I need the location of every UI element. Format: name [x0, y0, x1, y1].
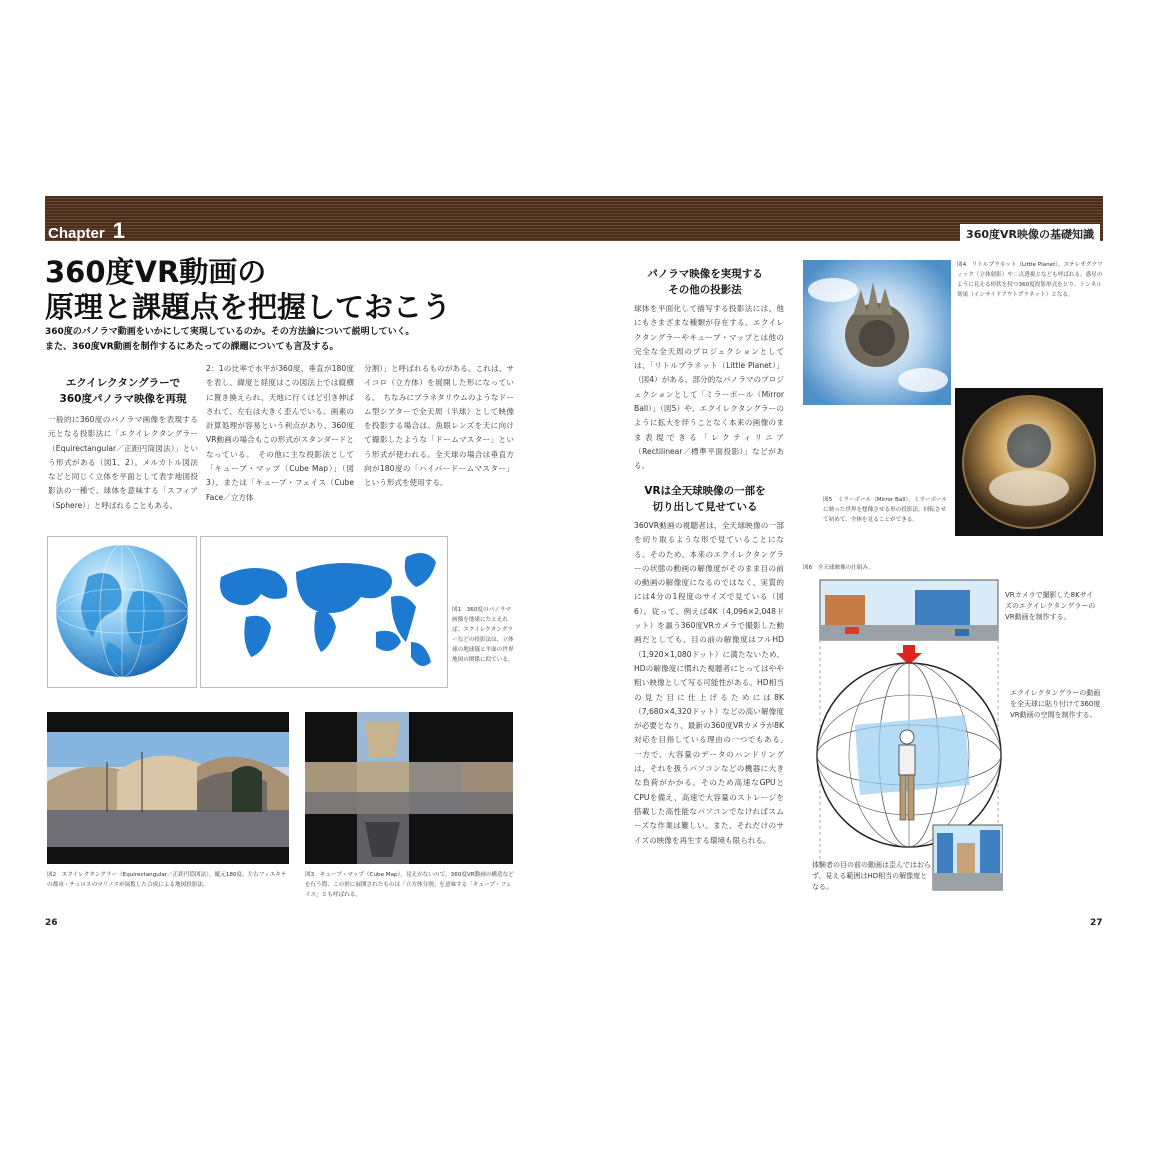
figure-equirectangular-photo — [47, 712, 289, 864]
right-subheading-2-line-2: 切り出して見せている — [652, 501, 758, 513]
right-body-2: 360VR動画の視聴者は、全天球映像の一部を切り取るような形で見ていることになる。そのため、本来のエクイレクタングラーの状態の動画の解像度がそのまま目の前の動画の解像度になるのではなく、実質的には4分の1程度のサイズで見ている（図6）。従って、例えば4K（4,096×2,048ドット）を謳う360度VRカメラで撮影した動画だとしても、目の前の解像度はフルHD（1,920×1,080ドット）に満たないため、HDの解像度に慣れた視聴者にとってはやや粗い映像として写る可能性がある。HD相当の見た目に仕上げるためには8K（7,680×4,320ドット）などの高い解像度が必要となり、最新の360度VRカメラが8K対応を目指している理由の一つでもある。 一方で、大容量のデータのハンドリングは、それを扱うパソコンなどの機器に大きな負荷がかかる。そのため高速なGPUとCPUを備え、高速で大容量のストレージを搭載した高性能なパソコンでなければスムーズな作業は難しい。また、それだけのサイズの映像を再生する環境も限られる。 — [634, 521, 792, 845]
figure-world-map — [200, 536, 448, 688]
right-subheading-1 — [630, 266, 780, 298]
figure-mirror-ball — [955, 388, 1103, 536]
page-number-left: 26 — [45, 918, 58, 928]
figure-little-planet — [803, 260, 951, 405]
figure-globe — [47, 536, 197, 688]
figure-4-caption: 図4 リトルプラネット（Little Planet）。ステレオグラフィック（立体射影）や二点透視となども呼ばれる。惑星のように見える形状を持つ360度投影形式をとり、トンネル効果（インサイドアウトプラネット）となる。 — [957, 262, 1103, 298]
right-subheading-1-line-2: その他の投影法 — [668, 284, 742, 296]
figure-5-caption: 図5 ミラーボール（Mirror Ball）。ミラーボールに映った世界を想像させる形の投影法。回転させて初めて、全体を見ることができる。 — [823, 497, 948, 523]
page-title — [45, 255, 451, 325]
figure-6-caption: 図6 全天球映像の仕組み。 — [803, 565, 875, 571]
section-tag: 360度VR映像の基礎知識 — [960, 224, 1100, 244]
left-column-1: 一般的に360度のパノラマ画像を表現する元となる投影法に「エクイレクタングラー（Equirectangular／正距円筒図法）」という形式がある（図1、2）。メルカトル図法などと同じく立体を平面として表す地図投影法の一種で、球体を意味する「スフィア（Sphere）」と呼ばれることもある。 — [48, 415, 198, 510]
chapter-header-band — [45, 196, 1103, 241]
left-column-2: 2：1の比率で水平が360度、垂直が180度を表し、緯度と経度はこの図法上では縦横に置き換えられ、天地に行くほど引き伸ばされて、左右は大きく歪んでいる。画素の計算処理が容易という利点があり、360度VR動画の場合もこの形式がスタンダードとなっている。 その他に主な投影法として「キューブ・マップ（Cube Map）」（図3）、または「キューブ・フェイス（Cube Face／立方体 — [206, 364, 354, 502]
figure-1-caption: 図1 360度のパノラマ画像を地球にたとえれば、エクイレクタングラーなどの投影法は、立体球の地球儀と平面の世界地図の関係に似ている。 — [452, 607, 514, 663]
figure-3-caption: 図3 キューブ・マップ（Cube Map）。見えがないので、360度VR動画の構造などを行う際、この形に展開されたものは「立方体分割」を意味する「キューブ・フェイス」とも呼ばれる。 — [305, 872, 514, 898]
lead-text — [45, 325, 515, 355]
left-subheading — [48, 375, 198, 407]
figure-6-label-1: VRカメラで撮影した8KサイズのエクイレクタングラーのVR動画を制作する。 — [1005, 591, 1096, 621]
right-subheading-2-line-1: VRは全天球映像の一部を — [644, 485, 766, 497]
lead-line-2: また、360度VR動画を制作するにあたっての課題についても言及する。 — [45, 342, 339, 352]
title-line-1: 360度VR動画の — [45, 255, 267, 289]
title-line-2: 原理と課題点を把握しておこう — [45, 290, 452, 324]
right-subheading-1-line-1: パノラマ映像を実現する — [647, 268, 763, 280]
figure-6-label-3: 体験者の目の前の動画は歪んではおらず、見える範囲はHD相当の解像度となる。 — [812, 861, 931, 891]
chapter-text: Chapter — [48, 225, 105, 242]
left-subheading-line-1: エクイレクタングラーで — [65, 377, 181, 389]
figure-6-label-2: エクイレクタングラーの動画を全天球に貼り付けて360度VR動画の空間を制作する。 — [1010, 689, 1101, 719]
figure-vr-diagram — [815, 575, 1003, 895]
lead-line-1: 360度のパノラマ動画をいかにして実現しているのか。その方法論について説明していく。 — [45, 327, 415, 337]
right-subheading-2 — [630, 483, 780, 515]
left-column-3: 分割）」と呼ばれるものがある。これは、サイコロ（立方体）を展開した形になっている。 ちなみにプラネタリウムのようなドーム型シアターで全天周（半球）として映像を投影する場合は、魚眼レンズを天に向けて撮影したような「ドームマスター」という形式が使われる。全天球の場合は垂直方向が180度の「ハイパードームマスター」という形式を使用する。 — [364, 364, 514, 488]
page-number-right: 27 — [1090, 918, 1103, 928]
figure-2-caption: 図2 エクイレクタングラー（Equirectangular／正距円筒図法）。縦元180度、左右フィエキテの都市・チュロスのマリノスが展覧した合成による地図投影法。 — [47, 872, 287, 888]
figure-cube-map — [305, 712, 513, 864]
right-body-1: 球体を平面化して描写する投影法には、他にもさまざまな種類が存在する。エクイレクタングラーやキューブ・マップとは他の完全な全天周のプロジェクションとしては、「リトルプラネット（Little Planet）」（図4）がある。部分的なパノラマのプロジェクションとして「ミラーボール（Mirror Ball）」（図5）や、エクイレクタングラーのように拡大を伴うことなく本来の画像のまま表現できる「レクティリニア（Rectilinear／標準平面投影）」などがある。 — [634, 304, 784, 471]
chapter-label — [48, 218, 125, 244]
left-subheading-line-2: 360度パノラマ映像を再現 — [59, 393, 187, 405]
chapter-number: 1 — [112, 218, 125, 243]
